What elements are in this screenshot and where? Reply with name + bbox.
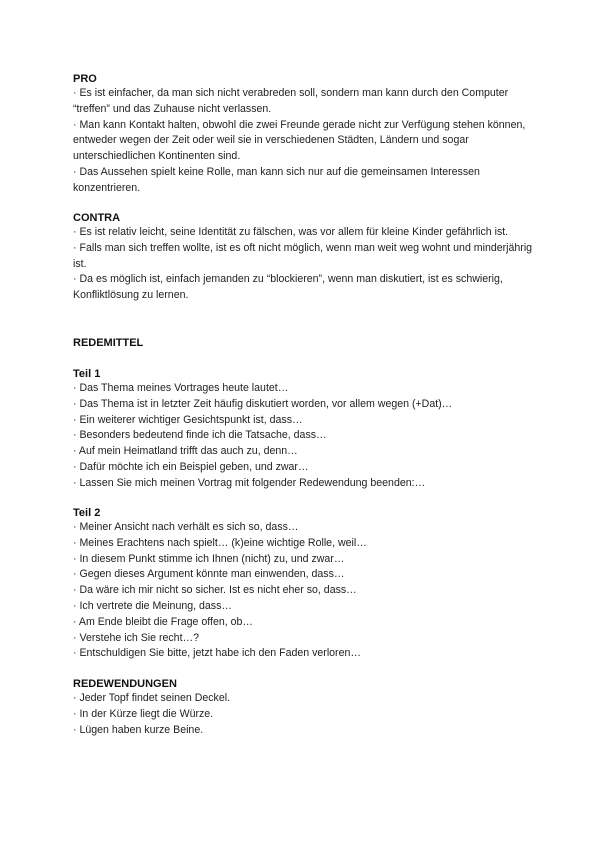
list-item: · Meiner Ansicht nach verhält es sich so, dass… [73, 521, 299, 533]
list-item: · Es ist relativ leicht, seine Identität zu fälschen, was vor allem für kleine Kinder gefährlich ist. [73, 226, 509, 238]
list-item: · Auf mein Heimatland trifft das auch zu, denn… [73, 445, 298, 458]
teil2-heading: Teil 2 [73, 507, 101, 519]
list-item: · Lassen Sie mich meinen Vortrag mit folgender Redewendung beenden:… [73, 476, 426, 489]
contra-heading: CONTRA [73, 212, 121, 224]
list-item: · Verstehe ich Sie recht…? [73, 631, 200, 644]
list-item: · Man kann Kontakt halten, obwohl die zwei Freunde gerade nicht zur Verfügung stehen können, entweder wegen der Zeit oder weil sie in verschiedenen Städten, Ländern und sogar unterschiedlichen Kontinenten sind. [73, 118, 526, 163]
list-item: · Besonders bedeutend finde ich die Tatsache, dass… [73, 429, 327, 442]
teil1-list [73, 381, 533, 492]
list-item: · In der Kürze liegt die Würze. [73, 707, 214, 720]
teil2-section [73, 506, 533, 662]
list-item: · Ein weiterer wichtiger Gesichtspunkt ist, dass… [73, 413, 303, 426]
list-item: · Gegen dieses Argument könnte man einwenden, dass… [73, 568, 345, 581]
list-item: · Entschuldigen Sie bitte, jetzt habe ich den Faden verloren… [73, 647, 361, 660]
pro-section [73, 72, 533, 197]
contra-list [73, 225, 533, 304]
redewendungen-heading: REDEWENDUNGEN [73, 678, 177, 690]
list-item: · Falls man sich treffen wollte, ist es oft nicht möglich, wenn man weit weg wohnt und minderjährig ist. [73, 241, 533, 270]
redemittel-heading-block [73, 336, 533, 350]
list-item: · Da es möglich ist, einfach jemanden zu “blockieren”, wenn man diskutiert, ist es schwierig, Konfliktlösung zu lernen. [73, 273, 503, 302]
pro-list [73, 86, 533, 197]
list-item: · Es ist einfacher, da man sich nicht verabreden soll, sondern man kann durch den Computer “treffen” und das Zuhause nicht verlassen. [73, 87, 509, 115]
list-item: · Am Ende bleibt die Frage offen, ob… [73, 615, 254, 628]
pro-heading: PRO [73, 73, 97, 85]
list-item: · Meines Erachtens nach spielt… (k)eine wichtige Rolle, weil… [73, 536, 367, 549]
redewendungen-section [73, 677, 533, 738]
redewendungen-list [73, 691, 533, 738]
list-item: · Das Thema ist in letzter Zeit häufig diskutiert worden, vor allem wegen (+Dat)… [73, 397, 453, 410]
teil2-list [73, 520, 533, 662]
list-item: · Das Thema meines Vortrages heute lautet… [73, 382, 289, 394]
list-item: · Dafür möchte ich ein Beispiel geben, und zwar… [73, 460, 309, 473]
list-item: · In diesem Punkt stimme ich Ihnen (nicht) zu, und zwar… [73, 552, 345, 565]
list-item: · Jeder Topf findet seinen Deckel. [73, 692, 231, 704]
redemittel-heading: REDEMITTEL [73, 337, 144, 349]
list-item: · Ich vertrete die Meinung, dass… [73, 599, 232, 612]
list-item: · Das Aussehen spielt keine Rolle, man kann sich nur auf die gemeinsamen Interessen konzentrieren. [73, 165, 480, 194]
list-item: · Lügen haben kurze Beine. [73, 723, 204, 736]
contra-section [73, 211, 533, 304]
list-item: · Da wäre ich mir nicht so sicher. Ist es nicht eher so, dass… [73, 584, 357, 597]
teil1-section [73, 367, 533, 492]
teil1-heading: Teil 1 [73, 368, 101, 380]
